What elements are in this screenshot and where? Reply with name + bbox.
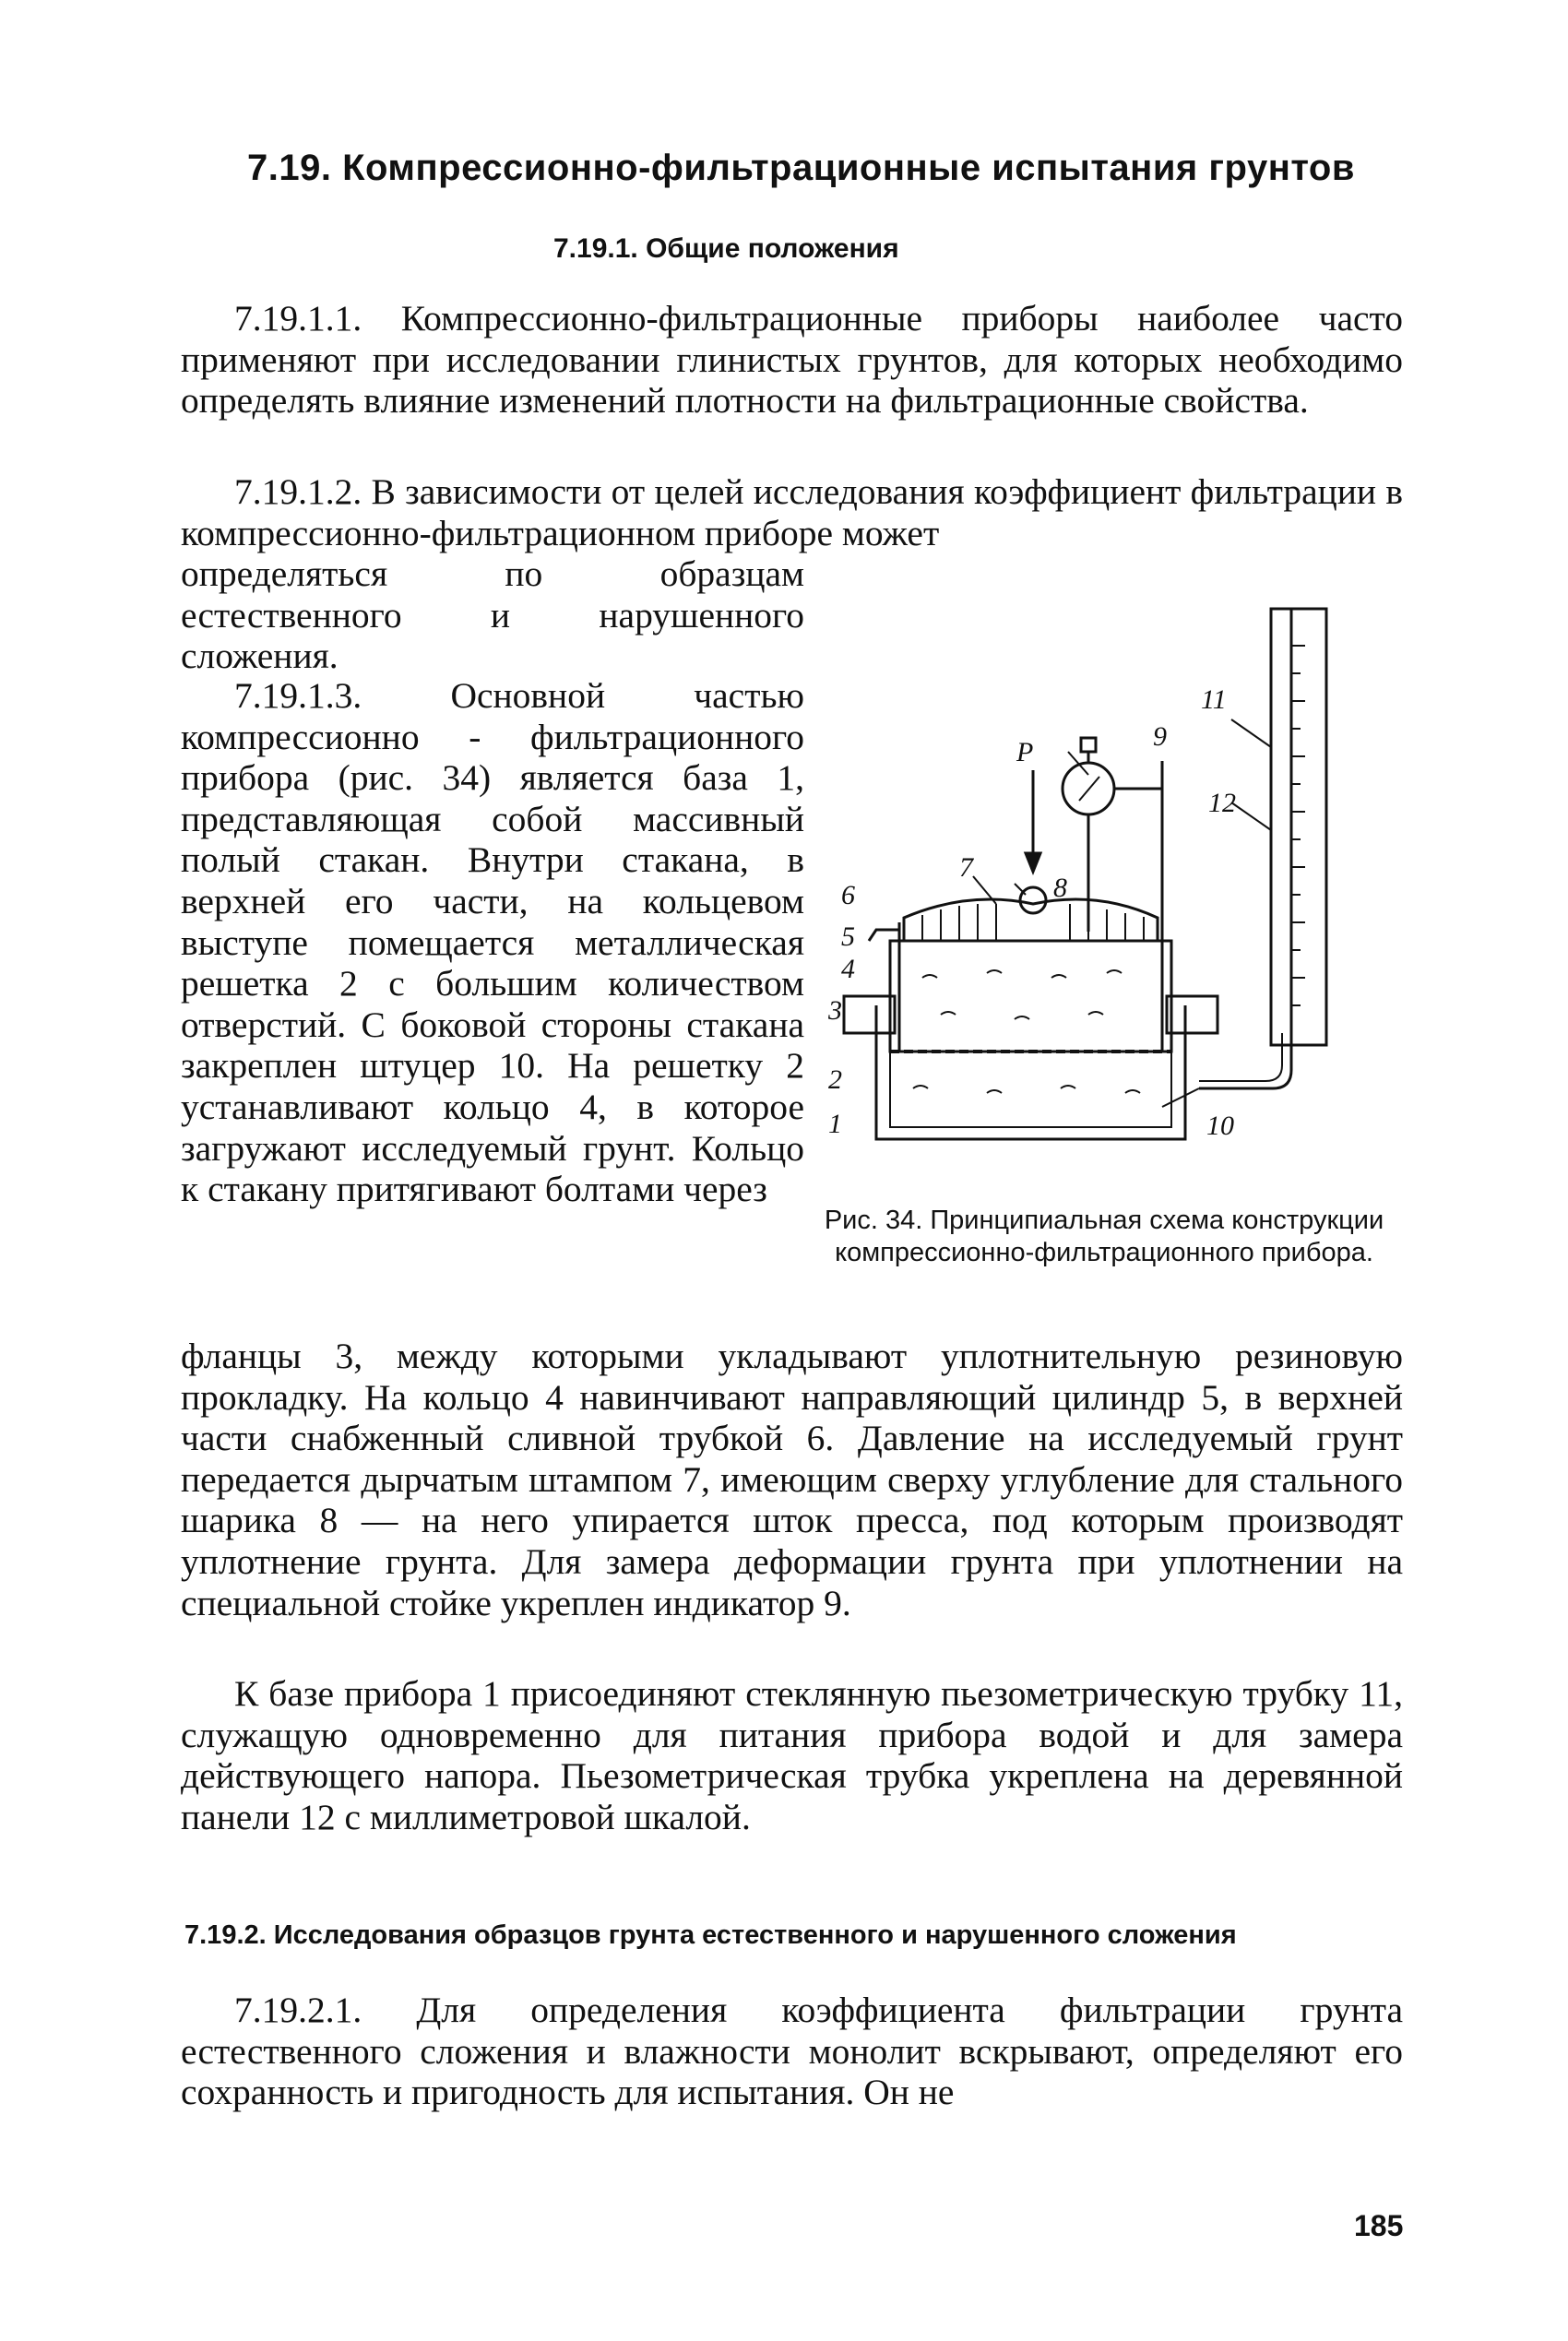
paragraph-7-19-1-3-start: 7.19.1.3. Основной частью компрессионно - фильтрационного прибора (рис. 34) является база 1, представляющая собой массивный полый стакан. Внутри стакана, в верхней его части, на кольцевом выступе помещается металлическая решетка 2 с большим количеством отверстий. С боковой стороны стакана закреплен штуцер 10. На решетку 2 устанавливают кольцо 4, в которое загружают исследуемый грунт. Кольцо к стакану притягивают болтами через [181,675,804,1210]
label-11: 11 [1201,684,1227,715]
millimeter-scale [1291,646,1305,1005]
section-heading: 7.19. Компрессионно-фильтрационные испытания грунтов [247,148,1355,188]
label-9: 9 [1153,721,1167,752]
figure-caption: Рис. 34. Принципиальная схема конструкции компрессионно-фильтрационного прибора. [824,1206,1384,1267]
paragraph-7-19-1-2-end: определяться по образцам естественного и нарушенного сложения. [181,553,804,677]
steel-ball [1020,887,1046,913]
soil-water-waves [913,970,1140,1093]
label-2: 2 [828,1064,842,1095]
label-7: 7 [959,852,973,883]
flange-right [1167,996,1218,1033]
label-6: 6 [841,880,855,910]
label-1: 1 [828,1109,842,1139]
subsection-heading-general: 7.19.1. Общие положения [553,233,899,264]
label-3: 3 [828,995,842,1026]
label-10: 10 [1206,1111,1234,1141]
paragraph-7-19-1-2-start: 7.19.1.2. В зависимости от целей исследования коэффициент фильтрации в компрессионно-фильтрационном приборе может [181,471,1403,553]
flange-left [844,996,895,1033]
ring [890,941,1171,1052]
perforated-stamp [904,899,1158,941]
page-number: 185 [1354,2209,1404,2242]
drain-tube [869,930,899,941]
base-cup [876,1005,1185,1139]
label-8: 8 [1053,873,1067,903]
figure-34-diagram [812,590,1402,1199]
subsection-heading-samples: 7.19.2. Исследования образцов грунта естественного и нарушенного сложения [184,1920,1237,1950]
paragraph-7-19-1-3-end: фланцы 3, между которыми укладывают уплотнительную резиновую прокладку. На кольцо 4 навинчивают направляющий цилиндр 5, в верхней части снабженный сливной трубкой 6. Давление на исследуемый грунт передается дырчатым штампом 7, имеющим сверху углубление для стального шарика 8 — на него упирается шток пресса, под которым производят уплотнение грунта. Для замера деформации грунта при уплотнении на специальной стойке укреплен индикатор 9. [181,1336,1403,1623]
label-5: 5 [841,921,855,952]
paragraph-piezometer: К базе прибора 1 присоединяют стеклянную пьезометрическую трубку 11, служащую одновременно для питания прибора водой и для замера действующего напора. Пьезометрическая трубка укреплена на деревянной панели 12 с миллиметровой шкалой. [181,1673,1403,1837]
label-4: 4 [841,954,855,984]
paragraph-7-19-2-1: 7.19.2.1. Для определения коэффициента фильтрации грунта естественного сложения и влажности монолит вскрывают, определяют его сохранность и пригодность для испытания. Он не [181,1990,1403,2113]
label-12: 12 [1208,788,1236,818]
label-p: P [1016,737,1034,767]
paragraph-7-19-1-1: 7.19.1.1. Компрессионно-фильтрационные приборы наиболее часто применяют при исследовании глинистых грунтов, для которых необходимо определять влияние изменений плотности на фильтрационные свойства. [181,298,1403,422]
